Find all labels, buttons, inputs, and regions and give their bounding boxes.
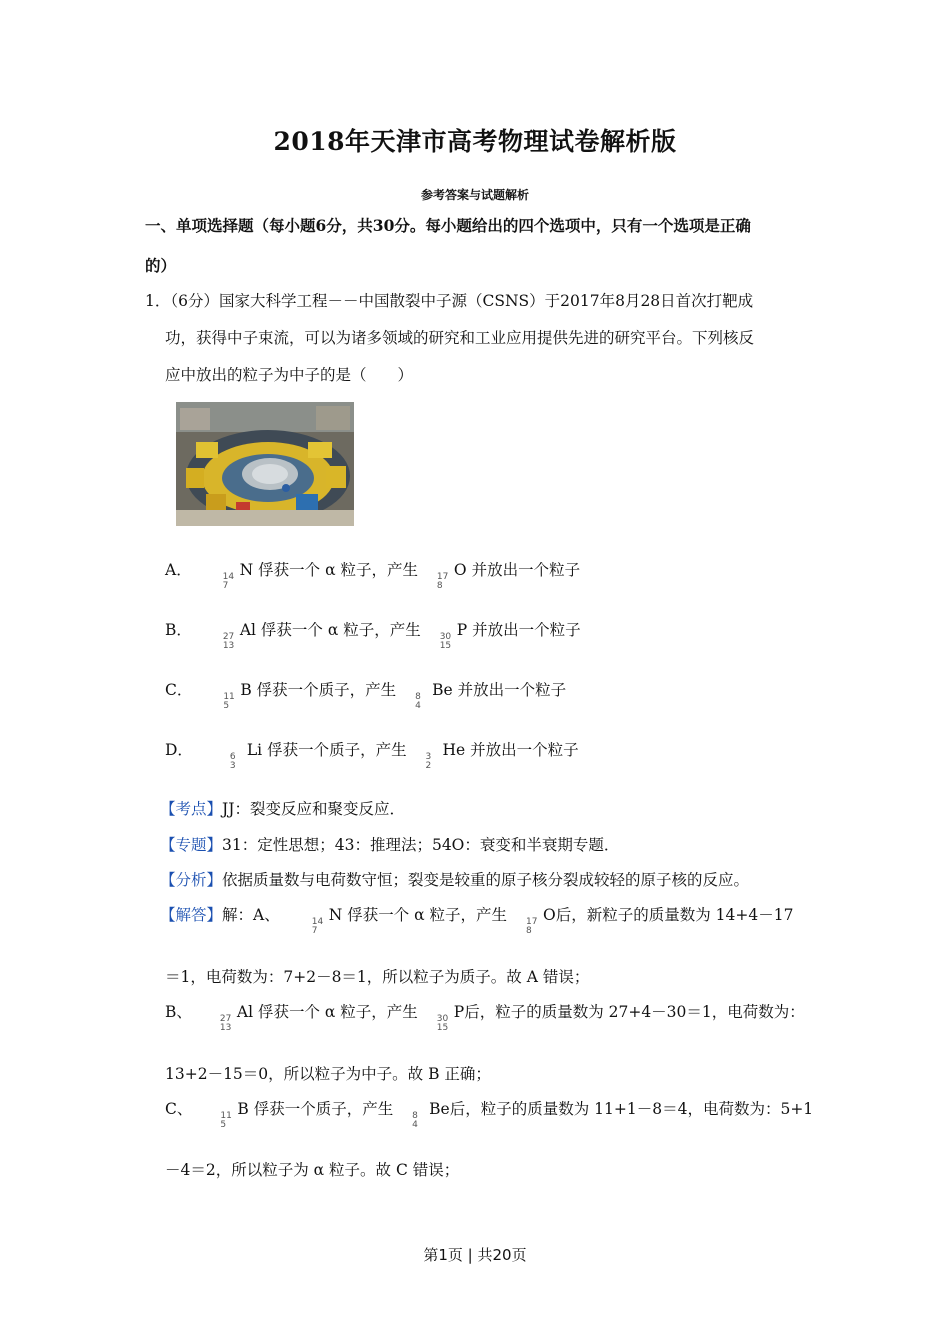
option-label: C． bbox=[165, 681, 193, 699]
jieda-c-prefix: C、 bbox=[165, 1100, 193, 1118]
nuclide-symbol: P bbox=[456, 621, 468, 639]
jieda-c-line bbox=[165, 1097, 814, 1130]
nuclide-symbol: He bbox=[442, 741, 466, 759]
jieda-b-prefix: B、 bbox=[165, 1003, 192, 1021]
zhuanti-tag: 【专题】 bbox=[160, 836, 223, 854]
nuclide-symbol: O bbox=[542, 906, 556, 924]
nuclide-symbol: B bbox=[237, 1100, 249, 1118]
question-line3: 应中放出的粒子为中子的是（ ） bbox=[165, 366, 414, 384]
nuclide-symbol: P bbox=[453, 1003, 465, 1021]
zhuanti-text: 31：定性思想；43：推理法；54O：衰变和半衰期专题． bbox=[222, 836, 620, 854]
nuclide-notation: 3 2 bbox=[425, 752, 432, 771]
page-subtitle: 参考答案与试题解析 bbox=[420, 188, 529, 202]
nuclide-notation: 17 8 bbox=[436, 572, 449, 591]
option-d bbox=[165, 738, 579, 771]
page-footer: 第1页 | 共20页 bbox=[423, 1246, 527, 1264]
nuclide-notation: 8 4 bbox=[412, 1111, 418, 1130]
nuclide-notation: 30 15 bbox=[436, 1014, 449, 1033]
fenxi-text: 依据质量数与电荷数守恒；裂变是较重的原子核分裂成较轻的原子核的反应。 bbox=[222, 871, 750, 889]
option-b bbox=[165, 618, 581, 651]
nuclide-symbol: O bbox=[453, 561, 467, 579]
jieda-c-mid: 俘获一个质子，产生 bbox=[253, 1100, 394, 1118]
nuclide-notation: 30 15 bbox=[439, 632, 452, 651]
nuclide-symbol: Al bbox=[236, 1003, 254, 1021]
option-label: D． bbox=[165, 741, 193, 759]
fenxi-tag: 【分析】 bbox=[160, 871, 223, 889]
jieda-b-end: 后，粒子的质量数为 27+4－30＝1，电荷数为： bbox=[464, 1003, 805, 1021]
nuclide-notation: 17 8 bbox=[525, 917, 538, 936]
nuclide-symbol: N bbox=[328, 906, 343, 924]
option-text: 俘获一个质子，产生 bbox=[267, 741, 407, 759]
option-label: A． bbox=[165, 561, 192, 579]
option-text: 俘获一个 α 粒子，产生 bbox=[260, 621, 421, 639]
nuclide-symbol: Al bbox=[239, 621, 256, 639]
nuclide-notation: 14 7 bbox=[311, 917, 324, 936]
option-text: 并放出一个粒子 bbox=[457, 681, 567, 699]
kaodian-text: JJ：裂变反应和聚变反应． bbox=[222, 800, 405, 818]
jieda-a-line bbox=[160, 903, 794, 936]
question-line1: 1．（6分）国家大科学工程－－中国散裂中子源（CSNS）于2017年8月28日首次打靶成 bbox=[145, 292, 754, 310]
jieda-a-end: 后，新粒子的质量数为 14+4－17 bbox=[555, 906, 794, 924]
jieda-c-end: 后，粒子的质量数为 11+1－8＝4，电荷数为：5+1 bbox=[449, 1100, 814, 1118]
nuclide-symbol: Be bbox=[429, 1100, 450, 1118]
section-heading-line1: 一、单项选择题（每小题6分，共30分。每小题给出的四个选项中，只有一个选项是正确 bbox=[145, 216, 751, 235]
nuclide-symbol: Li bbox=[246, 741, 263, 759]
nuclide-symbol: Be bbox=[432, 681, 453, 699]
page-title: 2018年天津市高考物理试卷解析版 bbox=[273, 127, 677, 156]
jieda-a-mid: 俘获一个 α 粒子，产生 bbox=[347, 906, 508, 924]
jieda-tag: 【解答】 bbox=[160, 906, 223, 924]
csns-photo bbox=[176, 402, 354, 526]
nuclide-symbol: B bbox=[240, 681, 252, 699]
jieda-a-line2: ＝1，电荷数为：7+2－8＝1，所以粒子为质子。故 A 错误； bbox=[165, 968, 590, 986]
jieda-c-line2: －4＝2，所以粒子为 α 粒子。故 C 错误； bbox=[165, 1161, 460, 1179]
nuclide-symbol: N bbox=[239, 561, 254, 579]
jieda-b-mid: 俘获一个 α 粒子，产生 bbox=[257, 1003, 418, 1021]
jieda-a-prefix: 解：A、 bbox=[222, 906, 280, 924]
option-a bbox=[165, 558, 581, 591]
fenxi-line bbox=[160, 868, 749, 890]
jieda-b-line bbox=[165, 1000, 805, 1033]
kaodian-line bbox=[160, 797, 405, 819]
nuclide-notation: 27 13 bbox=[222, 632, 235, 651]
jieda-b-line2: 13+2－15＝0，所以粒子为中子。故 B 正确； bbox=[165, 1065, 491, 1083]
nuclide-notation: 8 4 bbox=[415, 692, 421, 711]
section-heading-line2: 的） bbox=[145, 256, 177, 275]
zhuanti-line bbox=[160, 833, 619, 855]
nuclide-notation: 11 5 bbox=[223, 692, 235, 711]
option-c bbox=[165, 678, 567, 711]
option-text: 并放出一个粒子 bbox=[470, 741, 579, 759]
nuclide-notation: 11 5 bbox=[220, 1111, 232, 1130]
option-text: 并放出一个粒子 bbox=[471, 561, 581, 579]
option-text: 俘获一个 α 粒子，产生 bbox=[258, 561, 418, 579]
nuclide-notation: 14 7 bbox=[222, 572, 235, 591]
option-text: 并放出一个粒子 bbox=[472, 621, 581, 639]
question-line2: 功，获得中子束流，可以为诸多领域的研究和工业应用提供先进的研究平台。下列核反 bbox=[165, 329, 755, 347]
kaodian-tag: 【考点】 bbox=[160, 800, 223, 818]
nuclide-notation: 6 3 bbox=[229, 752, 236, 771]
nuclide-notation: 27 13 bbox=[219, 1014, 232, 1033]
option-text: 俘获一个质子，产生 bbox=[256, 681, 397, 699]
option-label: B． bbox=[165, 621, 192, 639]
